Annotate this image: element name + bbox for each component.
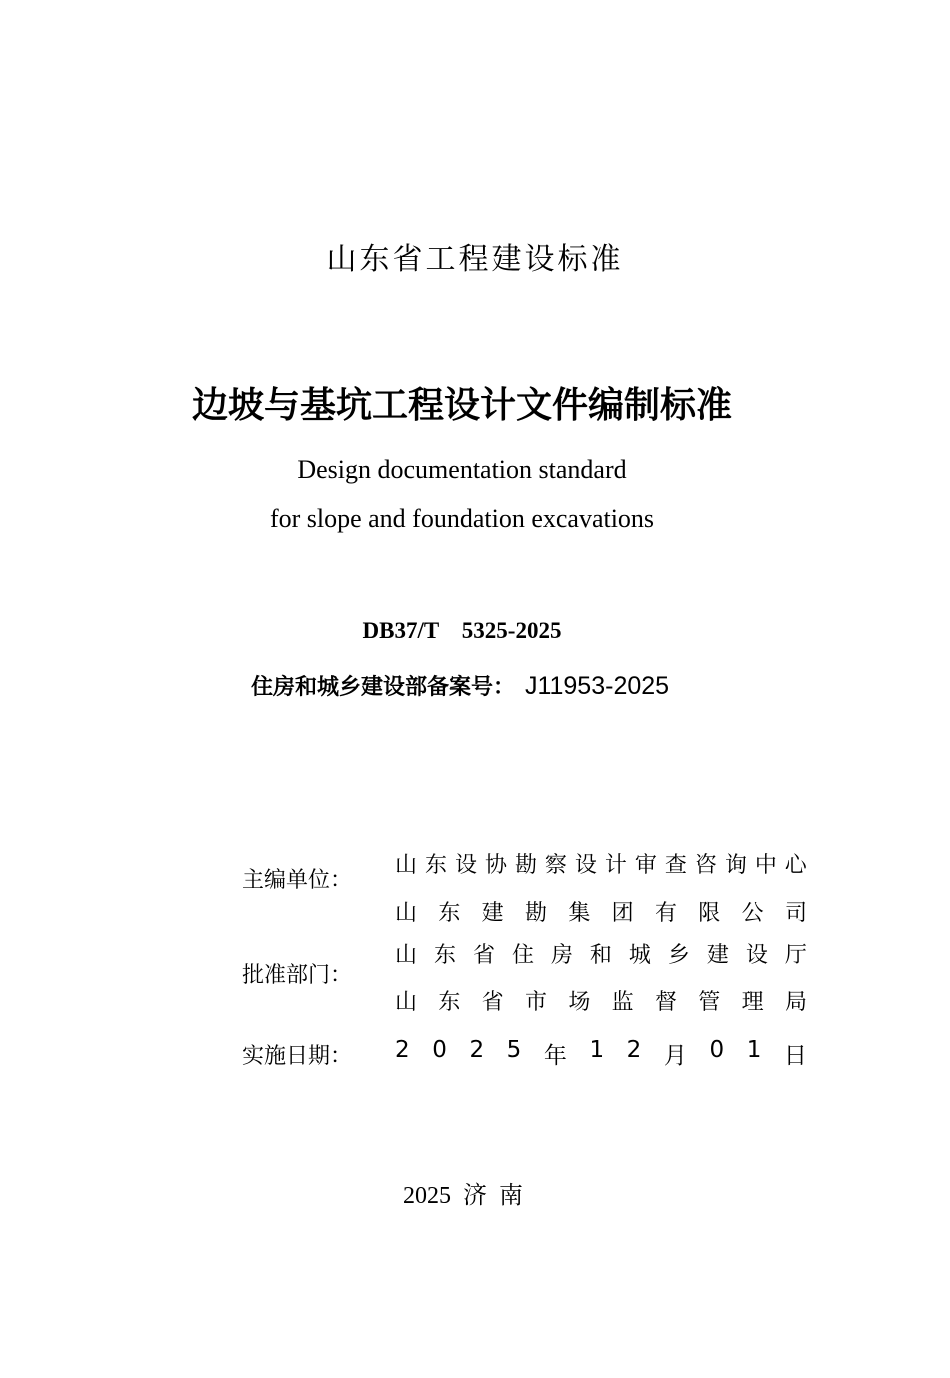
spread-char: 建	[706, 943, 729, 968]
spread-char: 理	[741, 990, 764, 1015]
spread-char: 审	[634, 853, 657, 878]
spread-char: 厅	[784, 943, 807, 968]
spread-char: 督	[654, 990, 677, 1015]
spread-char: 2	[469, 1037, 485, 1063]
editor-unit-label: 主编单位：	[242, 868, 353, 893]
spread-char: 0	[709, 1037, 725, 1063]
spread-char: 询	[724, 853, 747, 878]
spread-char: 团	[611, 901, 634, 926]
document-title-english-line-2: for slope and foundation excavations	[269, 504, 655, 533]
spread-char: 山	[395, 943, 418, 968]
spread-char: 管	[698, 990, 721, 1015]
spread-char: 勘	[524, 901, 547, 926]
spread-char: 1	[589, 1037, 605, 1063]
spread-char: 城	[628, 943, 651, 968]
editor-unit-1	[395, 848, 807, 879]
spread-char: 东	[433, 943, 456, 968]
spread-char: 1	[746, 1037, 762, 1063]
publication-place-year: 2025 济 南	[403, 1183, 523, 1209]
spread-char: 日	[783, 1043, 807, 1069]
spread-char: 勘	[514, 853, 537, 878]
spread-char: 省	[472, 943, 495, 968]
record-number-value: J11953-2025	[524, 672, 670, 700]
spread-char: 设	[454, 853, 477, 878]
spread-char: 东	[424, 853, 447, 878]
spread-char: 住	[511, 943, 534, 968]
editor-unit-2	[395, 896, 807, 927]
record-number-label: 住房和城乡建设部备案号：	[250, 675, 515, 700]
document-title-english-line-1: Design documentation standard	[297, 455, 627, 484]
spread-char: 咨	[694, 853, 717, 878]
spread-char: 有	[654, 901, 677, 926]
spread-char: 公	[741, 901, 764, 926]
spread-char: 中	[754, 853, 777, 878]
spread-char: 山	[395, 853, 418, 878]
approving-department-label: 批准部门：	[242, 963, 353, 988]
spread-char: 心	[784, 853, 807, 878]
spread-char: 场	[568, 990, 591, 1015]
spread-char: 山	[395, 990, 418, 1015]
document-title-chinese: 边坡与基坑工程设计文件编制标准	[191, 385, 732, 426]
spread-char: 察	[544, 853, 567, 878]
spread-char: 司	[784, 901, 807, 926]
spread-char: 监	[611, 990, 634, 1015]
spread-char: 省	[481, 990, 504, 1015]
spread-char: 设	[745, 943, 768, 968]
spread-char: 限	[698, 901, 721, 926]
spread-char: 5	[506, 1037, 522, 1063]
spread-char: 建	[481, 901, 504, 926]
spread-char: 乡	[667, 943, 690, 968]
spread-char: 局	[784, 990, 807, 1015]
approving-department-2	[395, 985, 807, 1016]
spread-char: 房	[550, 943, 573, 968]
spread-char: 山	[395, 901, 418, 926]
spread-char: 东	[438, 990, 461, 1015]
spread-char: 和	[589, 943, 612, 968]
standard-number: DB37/T 5325-2025	[362, 618, 562, 643]
approving-department-1	[395, 938, 807, 969]
spread-char: 计	[604, 853, 627, 878]
spread-char: 东	[438, 901, 461, 926]
spread-char: 市	[524, 990, 547, 1015]
spread-char: 月	[663, 1043, 687, 1069]
effective-date-value	[395, 1037, 807, 1070]
spread-char: 2	[395, 1037, 410, 1063]
record-number-line	[0, 670, 935, 701]
standard-category: 山东省工程建设标准	[326, 242, 624, 277]
spread-char: 集	[568, 901, 591, 926]
spread-char: 协	[484, 853, 507, 878]
spread-char: 设	[574, 853, 597, 878]
spread-char: 年	[543, 1043, 567, 1069]
spread-char: 0	[432, 1037, 447, 1063]
spread-char: 查	[664, 853, 687, 878]
spread-char: 2	[626, 1037, 642, 1063]
effective-date-label: 实施日期：	[242, 1044, 353, 1069]
